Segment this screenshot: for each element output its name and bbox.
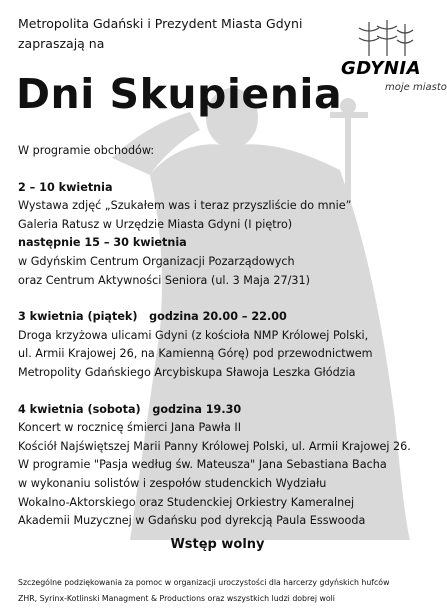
event-2-line: ul. Armii Krajowej 26, na Kamienną Górę) pod przewodnictwem [18, 347, 373, 361]
event-3-line: Kościół Najświętszej Marii Panny Królowej Polski, ul. Armii Krajowej 26. [18, 439, 411, 453]
event-2-line: Droga krzyżowa ulicami Gdyni (z kościoła NMP Królowej Polski, [18, 328, 369, 342]
program-heading: W programie obchodów: [18, 144, 155, 157]
event-1-next-date: następnie 15 – 30 kwietnia [18, 236, 187, 250]
event-3-line: Koncert w rocznicę śmierci Jana Pawła II [18, 421, 241, 435]
program-body [18, 142, 411, 531]
logo-word: GDYNIA [341, 58, 422, 79]
acknowledgements-line-1: Szczególne podziękowania za pomoc w organizacji uroczystości dla harcerzy gdyńskich hufców [18, 578, 390, 587]
acknowledgements-line-2: ZHR, Syrinx-Kotlinski Managment & Productions oraz wszystkich ludzi dobrej woli [18, 594, 335, 603]
event-3-date: 4 kwietnia (sobota) godzina 19.30 [18, 402, 242, 416]
gdynia-logo [339, 18, 447, 102]
acknowledgements [18, 575, 389, 607]
event-2-line: Metropolity Gdańskiego Arcybiskupa Sławoja Leszka Głódzia [18, 365, 356, 379]
event-3-line: Akademii Muzycznej w Gdańsku pod dyrekcją Paula Esswooda [18, 514, 366, 528]
intro-line-1: Metropolita Gdański i Prezydent Miasta Gdyni [18, 16, 303, 31]
logo-subtitle: moje miasto [385, 82, 447, 93]
admission-free: Wstęp wolny [170, 537, 265, 552]
event-1-line: Galeria Ratusz w Urzędzie Miasta Gdyni (I piętro) [18, 217, 293, 231]
event-3-line: Wokalno-Aktorskiego oraz Studenckiej Orkiestry Kameralnej [18, 495, 355, 509]
event-3-line: W programie "Pasja według św. Mateusza" Jana Sebastiana Bacha [18, 458, 387, 472]
event-1-line: Wystawa zdjęć „Szukałem was i teraz przyszliście do mnie” [18, 199, 352, 213]
event-2-date: 3 kwietnia (piątek) godzina 20.00 – 22.00 [18, 310, 287, 324]
page-title: Dni Skupienia [16, 70, 343, 118]
intro-line-2: zapraszają na [18, 36, 105, 51]
event-1-date: 2 – 10 kwietnia [18, 180, 113, 194]
event-3-line: w wykonaniu solistów i zespołów studenckich Wydziału [18, 476, 327, 490]
intro [18, 14, 302, 54]
event-1-next-line: w Gdyńskim Centrum Organizacji Pozarządowych [18, 254, 295, 268]
event-1-next-line: oraz Centrum Aktywności Seniora (ul. 3 Maja 27/31) [18, 273, 310, 287]
